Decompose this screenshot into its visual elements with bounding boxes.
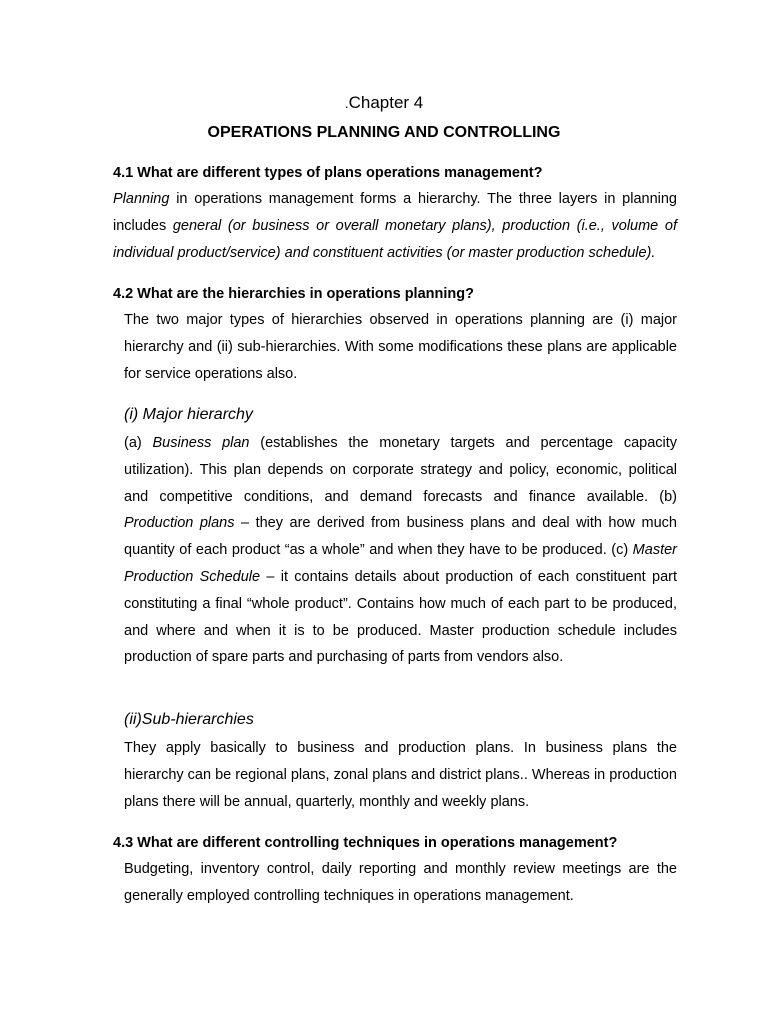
business-plan-text: (establishes the monetary targets and percentage capacity utilization). This plan depends on corporate strategy and policy, economic, political and competitive conditions, and demand forecasts and finance available. (b) — [124, 435, 678, 505]
sub-hierarchies-heading: (ii)Sub-hierarchies — [124, 711, 254, 728]
master-schedule-term: Master Production Schedule — [124, 542, 677, 585]
chapter-text: Chapter 4 — [348, 93, 424, 112]
section-4-3-heading: 4.3 What are different controlling techniques in operations management? — [113, 835, 618, 851]
section-4-1-heading: 4.1 What are different types of plans operations management? — [113, 165, 543, 181]
production-plans-text: – they are derived from business plans and deal with how much quantity of each product “as a whole” and when they have to be produced. (c) — [124, 515, 677, 559]
sub-hierarchies-paragraph: They apply basically to business and production plans. In business plans the hierarchy can be regional plans, zonal plans and district plans.. Whereas in production plans there will be annual, quarterly, monthly and weekly plans. — [124, 740, 677, 810]
chapter-label — [0, 93, 768, 113]
chapter-prefix: . — [344, 95, 349, 111]
planning-text: in operations management forms a hierarchy. The three layers in planning includes — [113, 191, 677, 234]
planning-term: Planning — [113, 191, 170, 207]
business-plan-term: Business plan — [152, 435, 250, 451]
section-4-3-paragraph: Budgeting, inventory control, daily reporting and monthly review meetings are the generally employed controlling techniques in operations management. — [124, 861, 677, 904]
master-schedule-text: – it contains details about production of each constituent part constituting a final “whole product”. Contains how much of each part to be produced, and where and when it is to be produced. Master production schedule includes production of spare parts and purchasing of parts from vendors also. — [124, 568, 677, 666]
production-plans-term: Production plans — [124, 515, 235, 532]
planning-layers: general (or business or overall monetary plans), production (i.e., volume of individual product/service) and constituent activities (or master production schedule). — [113, 217, 677, 261]
section-4-2-intro: The two major types of hierarchies observed in operations planning are (i) major hierarchy and (ii) sub-hierarchies. With some modifications these plans are applicable for service operations also. — [124, 312, 677, 382]
section-4-1-paragraph — [113, 186, 677, 266]
item-a-prefix: (a) — [124, 435, 153, 451]
major-hierarchy-paragraph — [124, 430, 677, 671]
document-title: OPERATIONS PLANNING AND CONTROLLING — [207, 124, 561, 141]
major-hierarchy-heading: (i) Major hierarchy — [124, 406, 253, 423]
section-4-2-heading: 4.2 What are the hierarchies in operations planning? — [113, 286, 474, 302]
